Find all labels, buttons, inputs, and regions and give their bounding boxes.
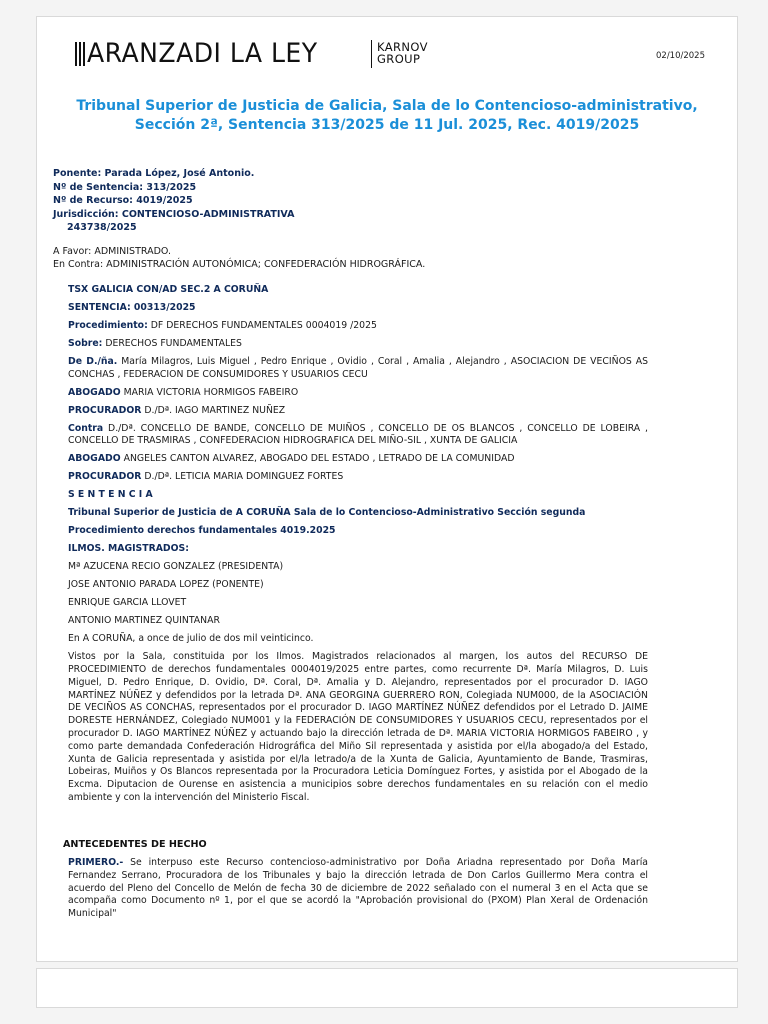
page-footer	[36, 968, 738, 1008]
metadata-block	[53, 167, 713, 272]
logo-sub-1: KARNOV	[377, 40, 428, 54]
logo-bars-icon	[75, 42, 85, 66]
meta-en-contra: En Contra: ADMINISTRACIÓN AUTONÓMICA; CONFEDERACIÓN HIDROGRÁFICA.	[53, 259, 426, 270]
meta-recurso: Nº de Recurso: 4019/2025	[53, 195, 193, 206]
logo-group-text	[377, 41, 428, 65]
magistrado-1: Mª AZUCENA RECIO GONZALEZ (PRESIDENTA)	[68, 561, 284, 573]
tribunal-line: Tribunal Superior de Justicia de A CORUÑA Sala de lo Contencioso-Administrativo Sección segunda	[68, 507, 586, 519]
contra-parties: Contra D./Dª. CONCELLO DE BANDE, CONCELLO DE MUIÑOS , CONCELLO DE OS BLANCOS , CONCELLO DE LOBEIRA , CONCELLO DE TRASMIRAS , CONFEDERACION HIDROGRAFICA DEL MIÑO-SIL , XUNTA DE GALICIA	[68, 422, 648, 447]
place-date: En A CORUÑA, a once de julio de dos mil veinticinco.	[68, 633, 314, 645]
de-parties: De D./ña. María Milagros, Luis Miguel , Pedro Enrique , Ovidio , Coral , Amalia , Alejandro , ASOCIACION DE VECIÑOS AS CONCHAS , FEDERACION DE CONSUMIDORES Y USUARIOS CECU	[68, 355, 649, 380]
court-section: TSX GALICIA CON/AD SEC.2 A CORUÑA	[68, 284, 269, 295]
sentencia-number: SENTENCIA: 00313/2025	[68, 301, 196, 313]
document-page	[36, 16, 738, 962]
abogado-demandado: ABOGADO ANGELES CANTON ALVAREZ, ABOGADO DEL ESTADO , LETRADO DE LA COMUNIDAD	[68, 453, 515, 465]
document-title: Tribunal Superior de Justicia de Galicia, Sala de lo Contencioso-administrativo, Sección 2ª, Sentencia 313/2025 de 11 Jul. 2025, Rec. 4019/2025	[76, 98, 698, 133]
magistrado-3: ENRIQUE GARCIA LLOVET	[68, 597, 187, 609]
sentencia-heading: S E N T E N C I A	[68, 489, 153, 501]
vistos-paragraph: Vistos por la Sala, constituida por los Ilmos. Magistrados relacionados al margen, los autos del RECURSO DE PROCEDIMIENTO de derechos fundamentales 0004019/2025 entre partes, como recurrente Dª. María Milagros, D. Luis Miguel, D. Pedro Enrique, D. Ovidio, Dª. Coral, Dª. Amalia y D. Alejandro, representados por el procurador D. IAGO MARTÍNEZ NÚÑEZ y defendidos por la letrada Dª. ANA GEORGINA GUERRERO RON, Colegiada NUM000, de la ASOCIACIÓN DE VECIÑOS AS CONCHAS, representados por el procurador D. IAGO MARTÍNEZ NÚÑEZ defendidos por el Letrado D. JAIME DORESTE HERNÁNDEZ, Colegiado NUM001 y la FEDERACIÓN DE CONSUMIDORES Y USUARIOS CECU, representados por el procurador D. IAGO MARTÍNEZ NÚÑEZ y actuando bajo la dirección letrada de Dª. MARIA VICTORIA HORMIGOS FABEIRO , y como parte demandada Confederación Hidrográfica del Miño Sil representada y asistida por el/la abogado/a del Estado, Xunta de Galicia representada y asistida por el/la letrado/a de la Xunta de Galicia, Ayuntamiento de Bande, Trasmiras, Lobeiras, Muiños y Os Blancos representada por la Procuradora Leticia Domínguez Fortes, y asistida por el Abogado de la Excma. Diputacion de Ourense en asistencia a municipios sobre derechos fundamentales en su relación con el medio ambiente y con la intervención del Ministerio Fiscal.	[68, 651, 648, 804]
sobre-line: Sobre: DERECHOS FUNDAMENTALES	[68, 337, 242, 349]
meta-sentencia: Nº de Sentencia: 313/2025	[53, 181, 197, 193]
abogado-recurrente: ABOGADO MARIA VICTORIA HORMIGOS FABEIRO	[68, 386, 299, 398]
meta-reference: 243738/2025	[67, 222, 137, 233]
logo-main-text: ARANZADI LA LEY	[87, 38, 318, 69]
magistrado-4: ANTONIO MARTINEZ QUINTANAR	[68, 615, 220, 627]
meta-jurisdiccion: Jurisdicción: CONTENCIOSO-ADMINISTRATIVA	[53, 208, 295, 220]
procurador-recurrente: PROCURADOR D./Dª. IAGO MARTINEZ NUÑEZ	[68, 404, 286, 416]
meta-ponente: Ponente: Parada López, José Antonio.	[53, 168, 255, 179]
judgment-body	[68, 284, 648, 805]
logo-sub-2: GROUP	[377, 52, 421, 66]
procedimiento-line: Procedimiento: DF DERECHOS FUNDAMENTALES 0004019 /2025	[68, 319, 377, 331]
print-date: 02/10/2025	[656, 51, 705, 61]
primero-paragraph: PRIMERO.- Se interpuso este Recurso contencioso-administrativo por Doña Ariadna representado por Doña María Fernandez Serrano, Procuradora de los Tribunales y bajo la dirección letrada de Don Carlos Guillermo Mera contra el acuerdo del Pleno del Concello de Melón de fecha 30 de diciembre de 2022 señalado con el numeral 3 en el Acta que se acompaña como Documento nº 1, por el que se acordó la "Aprobación provisional do (PXOM) Plan Xeral de Ordenación Municipal"	[68, 857, 648, 920]
magistrados-heading: ILMOS. MAGISTRADOS:	[68, 543, 189, 555]
logo-divider	[371, 40, 372, 68]
procurador-demandado: PROCURADOR D./Dª. LETICIA MARIA DOMINGUEZ FORTES	[68, 471, 344, 483]
procedimiento-df: Procedimiento derechos fundamentales 4019.2025	[68, 525, 336, 537]
publisher-logo	[75, 38, 428, 69]
antecedentes-heading: ANTECEDENTES DE HECHO	[63, 839, 207, 850]
meta-a-favor: A Favor: ADMINISTRADO.	[53, 245, 172, 257]
magistrado-2: JOSE ANTONIO PARADA LOPEZ (PONENTE)	[68, 579, 264, 591]
